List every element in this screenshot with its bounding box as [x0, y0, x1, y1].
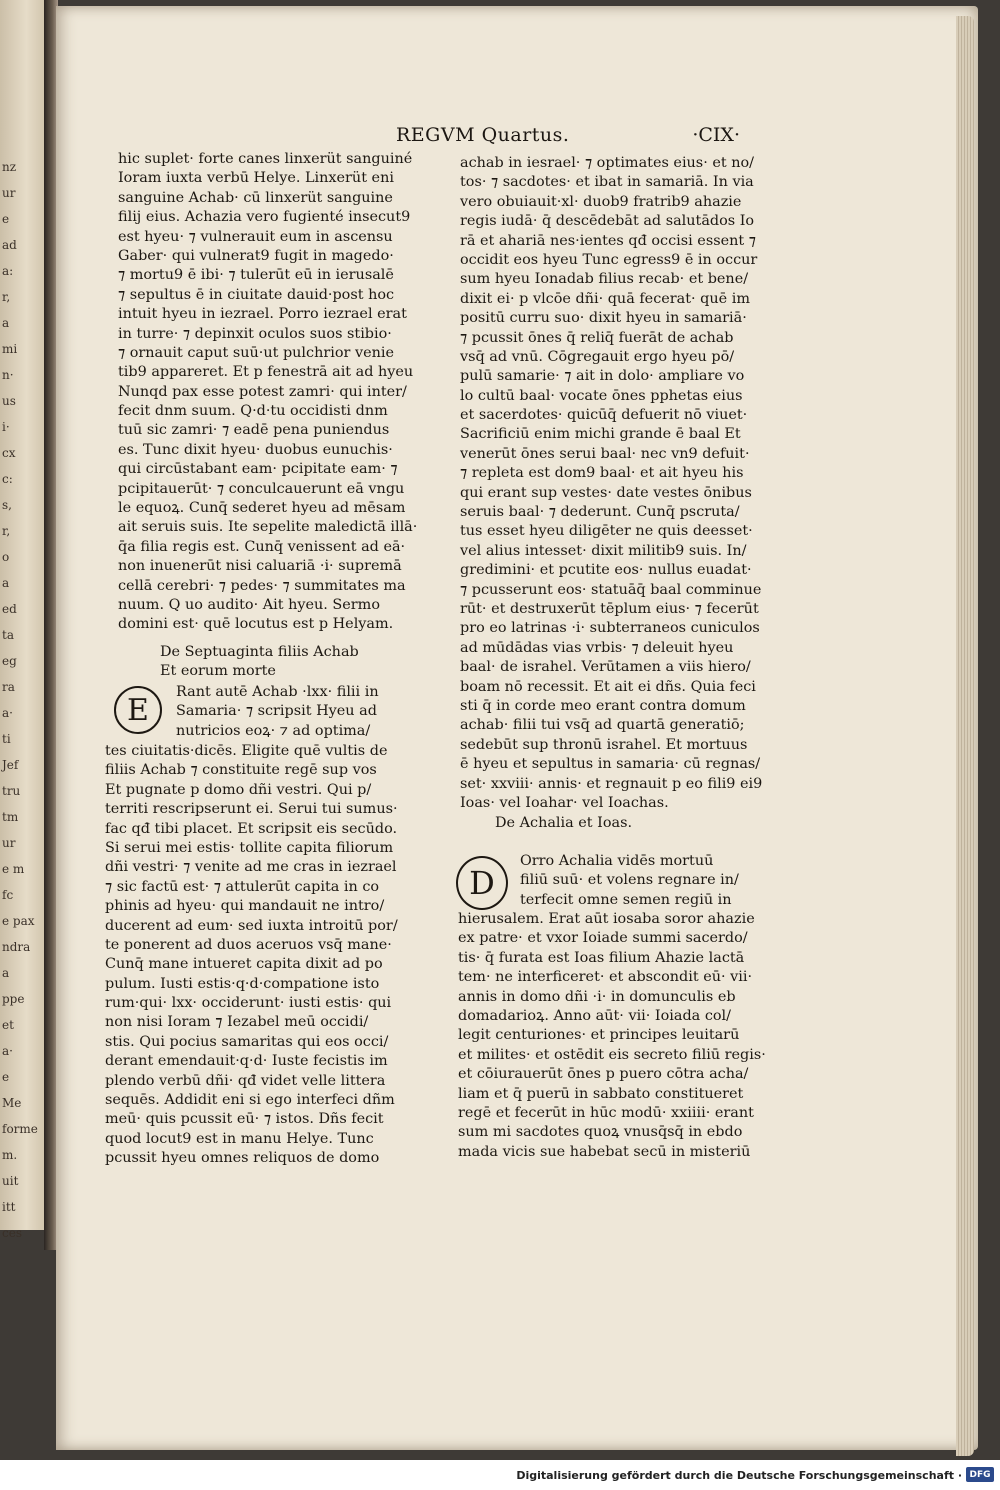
text-line: filiis Achab ⁊ constituite regē sup vos [105, 762, 377, 779]
text-line: Cunq̄ mane intueret capita dixit ad po [105, 956, 383, 973]
text-line: achab in iesrael· ⁊ optimates eius· et no/ [460, 155, 754, 171]
text-line: Rant autē Achab ·lxx· filii in [176, 684, 379, 700]
text-line: vsq̄ ad vnū. Cōgregauit ergo hyeu pō/ [460, 348, 735, 365]
text-line: et sacerdotes· quicūq̄ defuerit nō viuet· [460, 407, 748, 424]
facing-page-fragment: ta [2, 628, 14, 642]
text-line: le equoꝝ. Cunq̄ sederet hyeu ad mēsam [118, 500, 406, 517]
text-line: Et pugnate p domo dñi vestri. Qui p/ [105, 781, 372, 798]
facing-page-fragment: i· [2, 420, 10, 434]
facing-page-fragment: tru [2, 784, 21, 798]
text-line: phinis ad hyeu· qui mandauit ne intro/ [105, 898, 385, 915]
text-line: filij eius. Achazia vero fugienté insecut9 [118, 209, 411, 226]
facing-page-fragment: forme [2, 1122, 38, 1136]
text-line: sequēs. Addidit eni si ego interfeci dñm [105, 1092, 395, 1109]
heading-line: De Septuaginta filiis Achab [160, 644, 359, 660]
text-line: pulum. Iusti estis·q·d·compatione isto [105, 975, 380, 992]
text-line: ⁊ mortu9 ē ibi· ⁊ tulerūt eū in ierusalē [118, 267, 394, 284]
facing-page-fragment: ur [2, 186, 16, 200]
facing-page-fragment: n· [2, 368, 14, 382]
text-line: Si serui mei estis· tollite capita filiorum [105, 839, 394, 856]
text-line: regis iudā· q̄ descēdebāt ad salutādos Io [460, 213, 755, 230]
header-title: REGVM Quartus. [396, 124, 570, 146]
text-line: Sacrificiū enim michi grande ē baal Et [460, 426, 741, 443]
text-line: tem· ne interficeret· et abscondit eū· vii· [458, 969, 753, 986]
facing-page-fragment: fc [2, 888, 14, 902]
facing-page-fragment: e m [2, 862, 25, 876]
text-line: fac qđ tibi placet. Et scripsit eis secūdo. [105, 820, 398, 837]
facing-page-fragment: e [2, 1070, 10, 1084]
decorated-initial-e: E [114, 686, 162, 734]
facing-page-fragment: et [2, 1018, 14, 1032]
facing-page-fragment: itt [2, 1200, 16, 1214]
text-line: territi rescripserunt ei. Serui tui sumus· [105, 801, 398, 818]
text-line: terfecit omne semen regiū in [520, 891, 732, 908]
section-heading-septuaginta [160, 643, 359, 681]
text-line: derant emendauit·q·d· Iuste fecistis im [105, 1053, 388, 1070]
text-line: hierusalem. Erat aūt iosaba soror ahazie [458, 911, 755, 927]
text-line: achab· filii tui vsq̄ ad quartā generatiō; [460, 717, 745, 734]
text-line: qui circūstabant eam· pcipitate eam· ⁊ [118, 461, 398, 478]
text-line: sum mi sacdotes quoꝝ vnusq̄sq̄ in ebdo [458, 1124, 743, 1141]
text-line: ⁊ ornauit caput suū·ut pulchrior venie [118, 344, 394, 361]
text-line: sedebūt sup thronū israhel. Et mortuus [460, 736, 748, 753]
facing-page-fragment: c: [2, 472, 13, 486]
text-line: Ioas· vel Ioahar· vel Ioachas. [460, 794, 669, 811]
facing-page-fragment: e pax [2, 914, 35, 928]
text-line: regē et fecerūt in hūc modū· xxiiii· erant [458, 1104, 754, 1121]
text-line: pulū samarie· ⁊ ait in dolo· ampliare vo [460, 368, 745, 385]
text-line: seruis baal· ⁊ dederunt. Cunq̄ pscruta/ [460, 504, 740, 521]
text-line: et cōiurauerūt ōnes p puero cōtra acha/ [458, 1066, 749, 1083]
text-line: nuum. Q uo audito· Ait hyeu. Sermo [118, 596, 380, 613]
left-column-continued [105, 742, 398, 1169]
text-line: te ponerent ad duos aceruos vsq̄ mane· [105, 936, 392, 953]
text-line: positū curru suo· dixit hyeu in samariā· [460, 310, 747, 327]
right-indented-lines [520, 852, 739, 910]
facing-page-fragment: us [2, 394, 16, 408]
left-column [118, 150, 418, 635]
text-line: ait seruis suis. Ite sepelite maledictā illā· [118, 519, 418, 536]
text-line: tis· q̄ furata est Ioas filium Ahazie lactā [458, 949, 745, 966]
text-line: sum hyeu Ionadab filius recab· et bene/ [460, 271, 749, 288]
section-heading-achalia: De Achalia et Ioas. [495, 815, 633, 831]
facing-page-fragment: ad [2, 238, 17, 252]
text-line: quod locut9 est in manu Helye. Tunc [105, 1130, 374, 1147]
facing-page-fragment: r, [2, 290, 11, 304]
text-line: venerūt ōnes serui baal· nec vn9 defuit· [460, 445, 750, 462]
facing-page-fragment: a: [2, 264, 14, 278]
text-line: q̄a filia regis est. Cunq̄ venissent ad eā· [118, 538, 406, 555]
text-line: rā et ahariā nes·ientes qđ occisi essent ⁊ [460, 232, 756, 249]
text-line: tes ciuitatis·dicēs. Eligite quē vultis de [105, 743, 388, 759]
text-line: gredimini· et pcutite eos· nullus euadat· [460, 562, 752, 579]
text-line: pro eo latrinas ·i· subterraneos cuniculos [460, 620, 760, 637]
text-line: cellā cerebri· ⁊ pedes· ⁊ summitates ma [118, 577, 406, 594]
facing-page-fragment: a· [2, 1044, 13, 1058]
footer-bar [0, 1460, 1000, 1490]
text-line: liam et q̄ puerū in sabbato constitueret [458, 1085, 744, 1102]
text-line: vel alius intesset· dixit militib9 suis. In/ [460, 542, 747, 559]
text-line: Gaber· qui vulnerat9 fugit in magedo· [118, 247, 394, 264]
facing-page-fragment: ti [2, 732, 11, 746]
facing-page-fragment: a· [2, 706, 13, 720]
decorated-initial-d: D [456, 856, 508, 910]
text-line: tuū sic zamri· ⁊ eadē pena puniendus [118, 422, 390, 439]
text-line: non nisi Ioram ⁊ Iezabel meū occidi/ [105, 1014, 369, 1031]
text-line: baal· de israhel. Verūtamen a viis hiero/ [460, 659, 751, 676]
right-column [460, 154, 763, 813]
text-line: intuit hyeu in iezrael. Porro iezrael erat [118, 306, 407, 323]
facing-page-fragment: o [2, 550, 10, 564]
text-line: tib9 appareret. Et p fenestrā ait ad hyeu [118, 364, 414, 381]
text-line: qui erant sup vestes· date vestes ōnibus [460, 484, 752, 501]
text-line: boam nō recessit. Et ait ei dñs. Quia feci [460, 678, 756, 695]
text-line: in turre· ⁊ depinxit oculos suos stibio· [118, 325, 392, 342]
text-line: Samaria· ⁊ scripsit Hyeu ad [176, 703, 377, 720]
facing-page-fragment: a [2, 316, 10, 330]
text-line: dixit ei· p vlcōe dñi· quā fecerat· quē im [460, 290, 750, 307]
text-line: fecit dnm suum. Q·d·tu occidisti dnm [118, 403, 388, 420]
text-line: ⁊ sic factū est· ⁊ attulerūt capita in co [105, 878, 380, 895]
text-line: ducerent ad eum· sed iuxta introitū por/ [105, 917, 398, 934]
facing-page-fragment: ndra [2, 940, 31, 954]
facing-page-fragment: eg [2, 654, 17, 668]
text-line: ⁊ sepultus ē in ciuitate dauid·post hoc [118, 286, 395, 303]
facing-page-fragment: cx [2, 446, 16, 460]
facing-page-fragment: mi [2, 342, 18, 356]
text-line: ⁊ pcusserunt eos· statuāq̄ baal comminue [460, 581, 762, 598]
facing-page-fragment: ces [2, 1226, 22, 1240]
text-line: ē hyeu et sepultus in samaria· cū regnas/ [460, 756, 761, 773]
text-line: domini est· quē locutus est p Helyam. [118, 616, 394, 633]
facing-page-fragment: Jef [2, 758, 19, 772]
facing-page-fragment: s, [2, 498, 12, 512]
text-line: occidit eos hyeu Tunc egress9 ē in occur [460, 251, 758, 268]
facing-page-fragment: a [2, 576, 10, 590]
text-line: sti q̄ in corde meo erant contra domum [460, 697, 746, 714]
text-line: ex patre· et vxor Ioiade summi sacerdo/ [458, 930, 748, 947]
facing-page-fragment: r, [2, 524, 11, 538]
text-line: annis in domo dñi ·i· in domunculis eb [458, 988, 736, 1005]
text-line: nutricios eoꝝ· ⁊ ad optima/ [176, 722, 371, 739]
text-line: vero obuiauit·xl· duob9 fratrib9 ahazie [460, 193, 742, 210]
left-indented-lines [176, 683, 379, 741]
text-line: dñi vestri· ⁊ venite ad me cras in iezrael [105, 859, 397, 876]
page-edges [956, 16, 974, 1456]
text-line: plendo verbū dñi· qđ videt velle littera [105, 1072, 386, 1089]
text-line: Orro Achalia vidēs mortuū [520, 853, 714, 869]
text-line: tos· ⁊ sacdotes· et ibat in samariā. In via [460, 174, 754, 191]
facing-page-fragment: m. [2, 1148, 18, 1162]
text-line: ad mūdādas vias vrbis· ⁊ deleuit hyeu [460, 639, 734, 656]
text-line: lo cultū baal· vocate ōnes pphetas eius [460, 387, 743, 404]
text-line: et milites· et ostēdit eis secreto filiū regis· [458, 1046, 766, 1063]
right-column-continued [458, 910, 766, 1162]
text-line: stis. Qui pocius samaritas qui eos occi/ [105, 1033, 389, 1050]
facing-page-fragment: ra [2, 680, 15, 694]
footer-credit: Digitalisierung gefördert durch die Deutsche Forschungsgemeinschaft · [516, 1469, 962, 1482]
text-line: tus esset hyeu diligēter ne quis deesset· [460, 523, 753, 540]
text-line: sanguine Achab· cū linxerüt sanguine [118, 189, 393, 206]
text-line: set· xxviii· annis· et regnauit p eo fili9 ei9 [460, 775, 763, 792]
text-line: Ioram iuxta verbū Helye. Linxerüt eni [118, 170, 394, 187]
running-header [396, 124, 740, 150]
facing-page-fragment: ppe [2, 992, 25, 1006]
text-line: ⁊ pcussit ōnes q̄ reliq̄ fuerāt de achab [460, 329, 734, 346]
text-line: pcipitauerūt· ⁊ conculcauerunt eā vngu [118, 480, 405, 497]
facing-page-fragment: ur [2, 836, 16, 850]
text-line: ⁊ repleta est dom9 baal· et ait hyeu his [460, 465, 744, 482]
text-line: mada vicis sue habebat secū in misteriū [458, 1143, 751, 1160]
facing-page-fragment: nz [2, 160, 17, 174]
text-line: filiū suū· et volens regnare in/ [520, 872, 739, 889]
text-line: meū· quis pcussit eū· ⁊ istos. Dñs fecit [105, 1111, 384, 1128]
text-line: Nunqd pax esse potest zamri· qui inter/ [118, 383, 407, 400]
facing-page-fragment: tm [2, 810, 19, 824]
text-line: legit centuriones· et principes leuitarū [458, 1027, 740, 1044]
dfg-logo: DFG [966, 1467, 994, 1482]
text-line: non inuenerūt nisi caluariā ·i· supremā [118, 558, 402, 575]
text-line: hic suplet· forte canes linxerüt sanguiné [118, 151, 413, 167]
text-line: pcussit hyeu omnes reliquos de domo [105, 1150, 380, 1167]
text-line: rūt· et destruxerūt tēplum eius· ⁊ fecerūt [460, 600, 759, 617]
text-line: est hyeu· ⁊ vulnerauit eum in ascensu [118, 228, 393, 245]
folio-number: ·CIX· [692, 124, 740, 146]
facing-page-fragment: ed [2, 602, 17, 616]
text-line: rum·qui· lxx· occiderunt· iusti estis· qui [105, 995, 392, 1012]
text-line: domadarioꝝ. Anno aūt· vii· Ioiada col/ [458, 1007, 732, 1024]
facing-page-fragment: e [2, 212, 10, 226]
facing-page-fragment: uit [2, 1174, 19, 1188]
text-line: es. Tunc dixit hyeu· duobus eunuchis· [118, 441, 393, 458]
facing-page-fragment: Me [2, 1096, 22, 1110]
facing-page-edge [0, 0, 44, 1240]
facing-page-fragment: a [2, 966, 10, 980]
heading-line: Et eorum morte [160, 663, 276, 679]
